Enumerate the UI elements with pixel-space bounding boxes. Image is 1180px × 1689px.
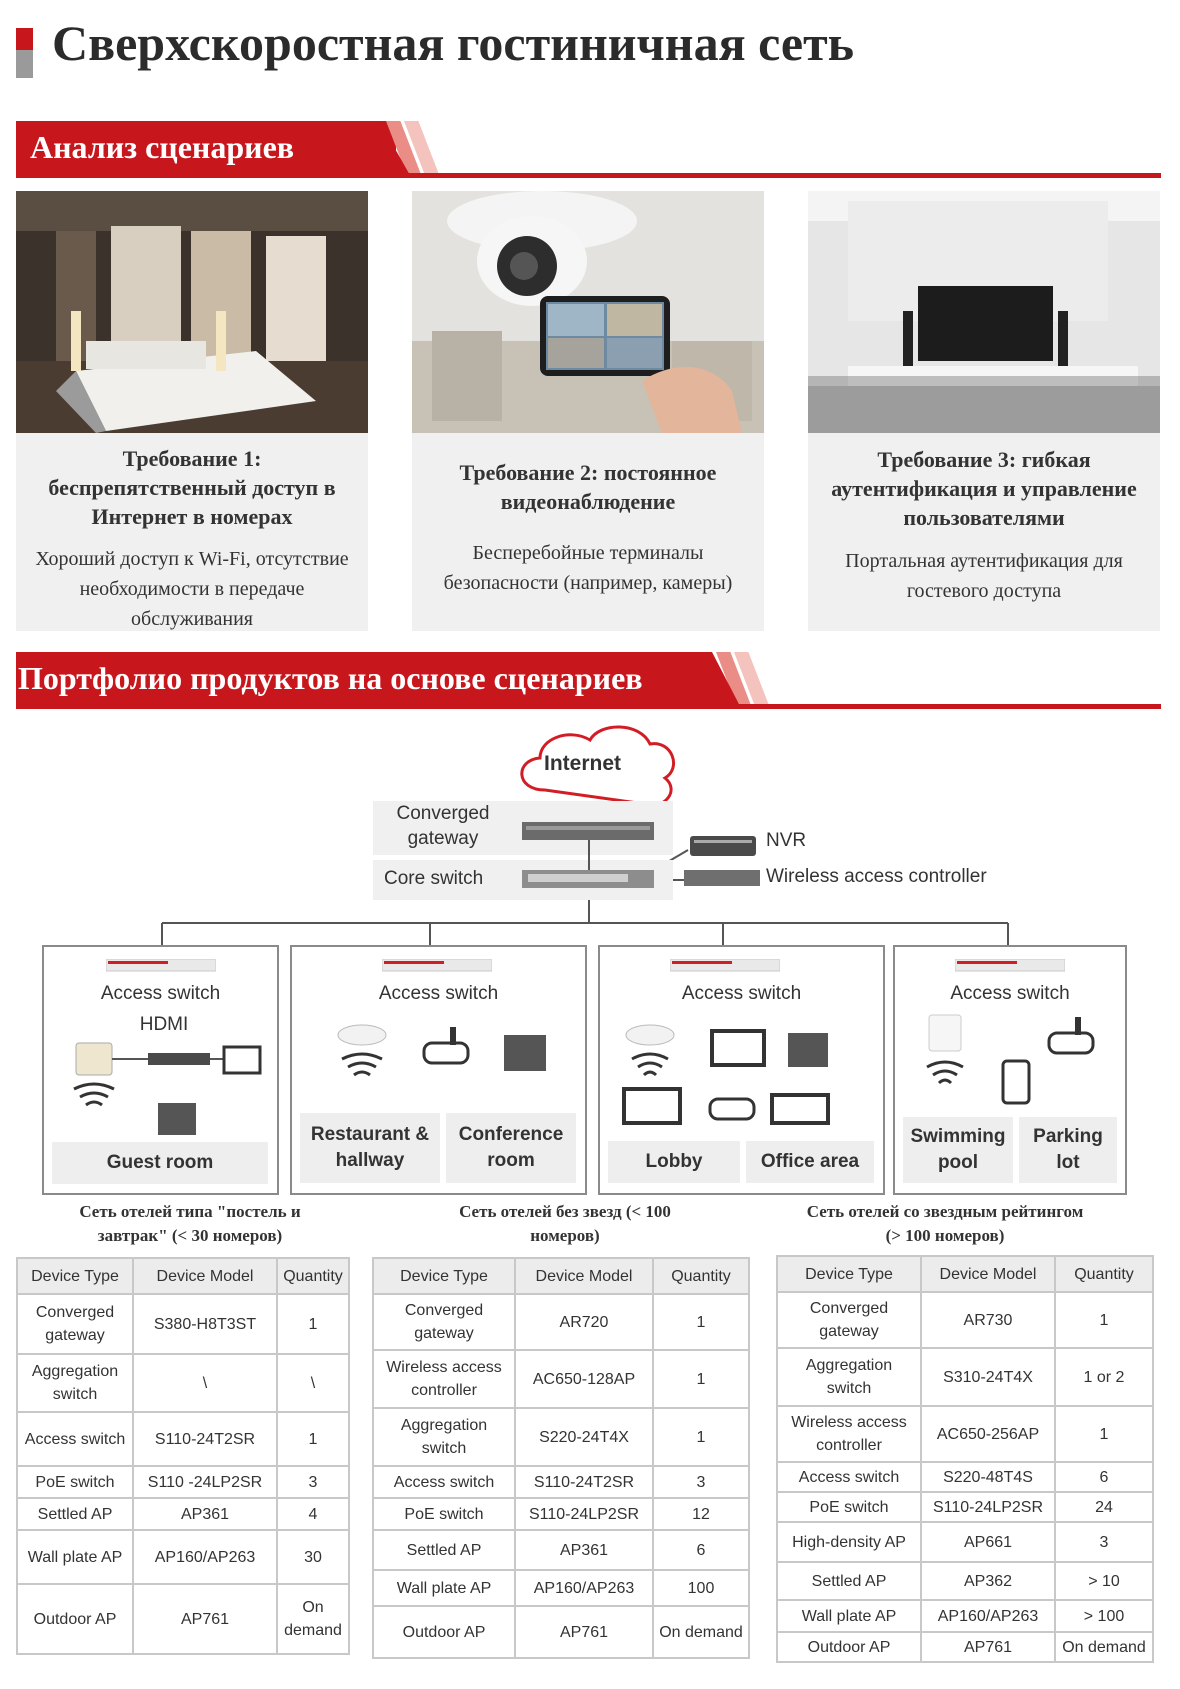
access-switch-label: Access switch [100, 983, 221, 1004]
cell: Settled AP [373, 1530, 515, 1570]
device-table-star [776, 1255, 1154, 1663]
cell: PoE switch [17, 1466, 133, 1498]
page-title: Сверхскоростная гостиничная сеть [52, 15, 855, 71]
cell: 4 [277, 1498, 349, 1530]
cell: Converged gateway [777, 1292, 921, 1348]
table-row [373, 1294, 749, 1350]
table-header-cell: Quantity [653, 1258, 749, 1294]
cell: Outdoor AP [17, 1584, 133, 1654]
scenario-card-2 [412, 191, 764, 631]
cell: 3 [277, 1466, 349, 1498]
cell: Access switch [777, 1462, 921, 1492]
title-accent-gray [26, 50, 33, 78]
cell: Access switch [373, 1466, 515, 1498]
cell: AP160/AP263 [133, 1530, 277, 1584]
table-row [17, 1530, 349, 1584]
internet-label: Internet [544, 752, 622, 775]
table-header-cell: Device Type [17, 1258, 133, 1294]
cell: AP761 [515, 1606, 653, 1658]
zone-office-area: Office area [746, 1141, 874, 1183]
table-row [777, 1632, 1153, 1662]
lobby-devices [620, 1023, 870, 1131]
title-accent-red [16, 28, 26, 50]
cell: On demand [277, 1584, 349, 1654]
caption-no-star: Сеть отелей без звезд (< 100 номеров) [459, 1202, 671, 1245]
table-row [17, 1466, 349, 1498]
cell: S110 -24LP2SR [133, 1466, 277, 1498]
cell: S380-H8T3ST [133, 1294, 277, 1354]
cell: On demand [653, 1606, 749, 1658]
cell: 1 [1055, 1292, 1153, 1348]
surveillance-photo [412, 191, 764, 433]
requirement-1: Требование 1: беспрепятственный доступ в Интернет в номерах [48, 446, 336, 529]
cell: S110-24LP2SR [515, 1498, 653, 1530]
cell: 1 [653, 1408, 749, 1466]
table-row [777, 1492, 1153, 1522]
zone-group-guest-room [42, 945, 279, 1195]
cell: 3 [1055, 1522, 1153, 1562]
cell: AR730 [921, 1292, 1055, 1348]
cell: Wall plate AP [373, 1570, 515, 1606]
cell: 6 [653, 1530, 749, 1570]
table-header-cell: Device Model [133, 1258, 277, 1294]
table-header-cell: Device Model [921, 1256, 1055, 1292]
cell: Wireless access controller [777, 1406, 921, 1462]
section-title: Анализ сценариев [30, 129, 295, 165]
device-table-no-star [372, 1257, 750, 1659]
table-row [373, 1570, 749, 1606]
cell: 1 [653, 1294, 749, 1350]
table-row [777, 1600, 1153, 1632]
cell: 100 [653, 1570, 749, 1606]
zone-group-restaurant [290, 945, 587, 1195]
cell: S110-24LP2SR [921, 1492, 1055, 1522]
zone-parking-lot: Parking lot [1019, 1117, 1117, 1183]
table-row [373, 1606, 749, 1658]
cell: AP761 [133, 1584, 277, 1654]
table-header-cell: Quantity [277, 1258, 349, 1294]
cell: > 10 [1055, 1562, 1153, 1600]
living-room-photo [808, 191, 1160, 433]
access-switch-label: Access switch [681, 983, 802, 1004]
cell: S110-24T2SR [133, 1412, 277, 1466]
core-switch-label: Core switch [384, 868, 484, 889]
device-table-bnb [16, 1257, 350, 1655]
cell: > 100 [1055, 1600, 1153, 1632]
section-title: Портфолио продуктов на основе сценариев [18, 660, 643, 696]
cell: Wireless access controller [373, 1350, 515, 1408]
table-row [777, 1562, 1153, 1600]
cell: Wall plate AP [777, 1600, 921, 1632]
cell: S220-24T4X [515, 1408, 653, 1466]
section-header-scenarios [16, 121, 1161, 181]
zone-lobby: Lobby [608, 1141, 740, 1183]
table-row [373, 1350, 749, 1408]
requirement-2-description: Бесперебойные терминалы безопасности (например, камеры) [443, 542, 733, 594]
cell: S310-24T4X [921, 1348, 1055, 1406]
cell: AP761 [921, 1632, 1055, 1662]
wac-label: Wireless access controller [766, 866, 987, 887]
cell: AP361 [133, 1498, 277, 1530]
cell: AP362 [921, 1562, 1055, 1600]
core-devices [520, 818, 660, 890]
restaurant-devices [322, 1023, 562, 1103]
table-row [17, 1354, 349, 1412]
cell: Aggregation switch [777, 1348, 921, 1406]
cell: 1 or 2 [1055, 1348, 1153, 1406]
cell: AR720 [515, 1294, 653, 1350]
zone-conference-room: Conference room [446, 1113, 576, 1183]
table-row [777, 1348, 1153, 1406]
cell: AC650-256AP [921, 1406, 1055, 1462]
table-row [17, 1584, 349, 1654]
hdmi-label: HDMI [139, 1014, 189, 1035]
cell: \ [133, 1354, 277, 1412]
table-header-cell: Device Type [373, 1258, 515, 1294]
requirement-3: Требование 3: гибкая аутентификация и управление пользователями [831, 447, 1137, 530]
cell: 1 [653, 1350, 749, 1408]
cell: Outdoor AP [373, 1606, 515, 1658]
cell: 3 [653, 1466, 749, 1498]
cell: Aggregation switch [17, 1354, 133, 1412]
cell: 6 [1055, 1462, 1153, 1492]
table-header-cell: Quantity [1055, 1256, 1153, 1292]
cell: High-density AP [777, 1522, 921, 1562]
cell: Converged gateway [373, 1294, 515, 1350]
zone-group-pool [893, 945, 1127, 1195]
requirement-2: Требование 2: постоянное видеонаблюдение [459, 460, 717, 514]
section-header-portfolio [16, 652, 1161, 712]
cell: AP160/AP263 [515, 1570, 653, 1606]
gateway-label: Converged gateway [396, 803, 490, 849]
cell: AP661 [921, 1522, 1055, 1562]
caption-star: Сеть отелей со звездным рейтингом (> 100 номеров) [806, 1202, 1084, 1245]
bedroom-photo [16, 191, 368, 433]
table-row [777, 1292, 1153, 1348]
requirement-1-description: Хороший доступ к Wi-Fi, отсутствие необходимости в передаче обслуживания [35, 548, 349, 630]
cell: S220-48T4S [921, 1462, 1055, 1492]
access-switch-label: Access switch [950, 983, 1070, 1004]
table-row [373, 1498, 749, 1530]
cell: 24 [1055, 1492, 1153, 1522]
table-row [373, 1530, 749, 1570]
cell: Outdoor AP [777, 1632, 921, 1662]
cell: AP160/AP263 [921, 1600, 1055, 1632]
cell: Settled AP [17, 1498, 133, 1530]
guest-room-devices [64, 1037, 264, 1137]
zone-guest-room: Guest room [52, 1142, 268, 1184]
table-row [777, 1406, 1153, 1462]
cell: Access switch [17, 1412, 133, 1466]
cell: PoE switch [777, 1492, 921, 1522]
table-header-cell: Device Type [777, 1256, 921, 1292]
caption-bnb: Сеть отелей типа "постель и завтрак" (< 30 номеров) [79, 1202, 301, 1245]
pool-devices [919, 1011, 1109, 1111]
zone-group-lobby [598, 945, 885, 1195]
scenario-card-1 [16, 191, 368, 631]
scenario-card-3 [808, 191, 1160, 631]
cell: 1 [277, 1294, 349, 1354]
table-row [373, 1466, 749, 1498]
cell: AC650-128AP [515, 1350, 653, 1408]
table-header-cell: Device Model [515, 1258, 653, 1294]
table-row [17, 1498, 349, 1530]
cell: Wall plate AP [17, 1530, 133, 1584]
cell: 30 [277, 1530, 349, 1584]
table-row [17, 1412, 349, 1466]
cell: 1 [277, 1412, 349, 1466]
cell: PoE switch [373, 1498, 515, 1530]
cell: AP361 [515, 1530, 653, 1570]
cell: 12 [653, 1498, 749, 1530]
cell: \ [277, 1354, 349, 1412]
table-row [373, 1408, 749, 1466]
cell: On demand [1055, 1632, 1153, 1662]
cell: Settled AP [777, 1562, 921, 1600]
table-row [17, 1294, 349, 1354]
nvr-label: NVR [766, 830, 807, 851]
requirement-3-description: Портальная аутентификация для гостевого доступа [845, 550, 1123, 602]
zone-swimming-pool: Swimming pool [903, 1117, 1013, 1183]
access-switch-label: Access switch [378, 983, 499, 1004]
cell: 1 [1055, 1406, 1153, 1462]
zone-restaurant-hallway: Restaurant & hallway [300, 1113, 440, 1183]
table-row [777, 1522, 1153, 1562]
cell: Aggregation switch [373, 1408, 515, 1466]
cell: S110-24T2SR [515, 1466, 653, 1498]
table-row [777, 1462, 1153, 1492]
title-accent-red-2 [26, 28, 33, 50]
cell: Converged gateway [17, 1294, 133, 1354]
